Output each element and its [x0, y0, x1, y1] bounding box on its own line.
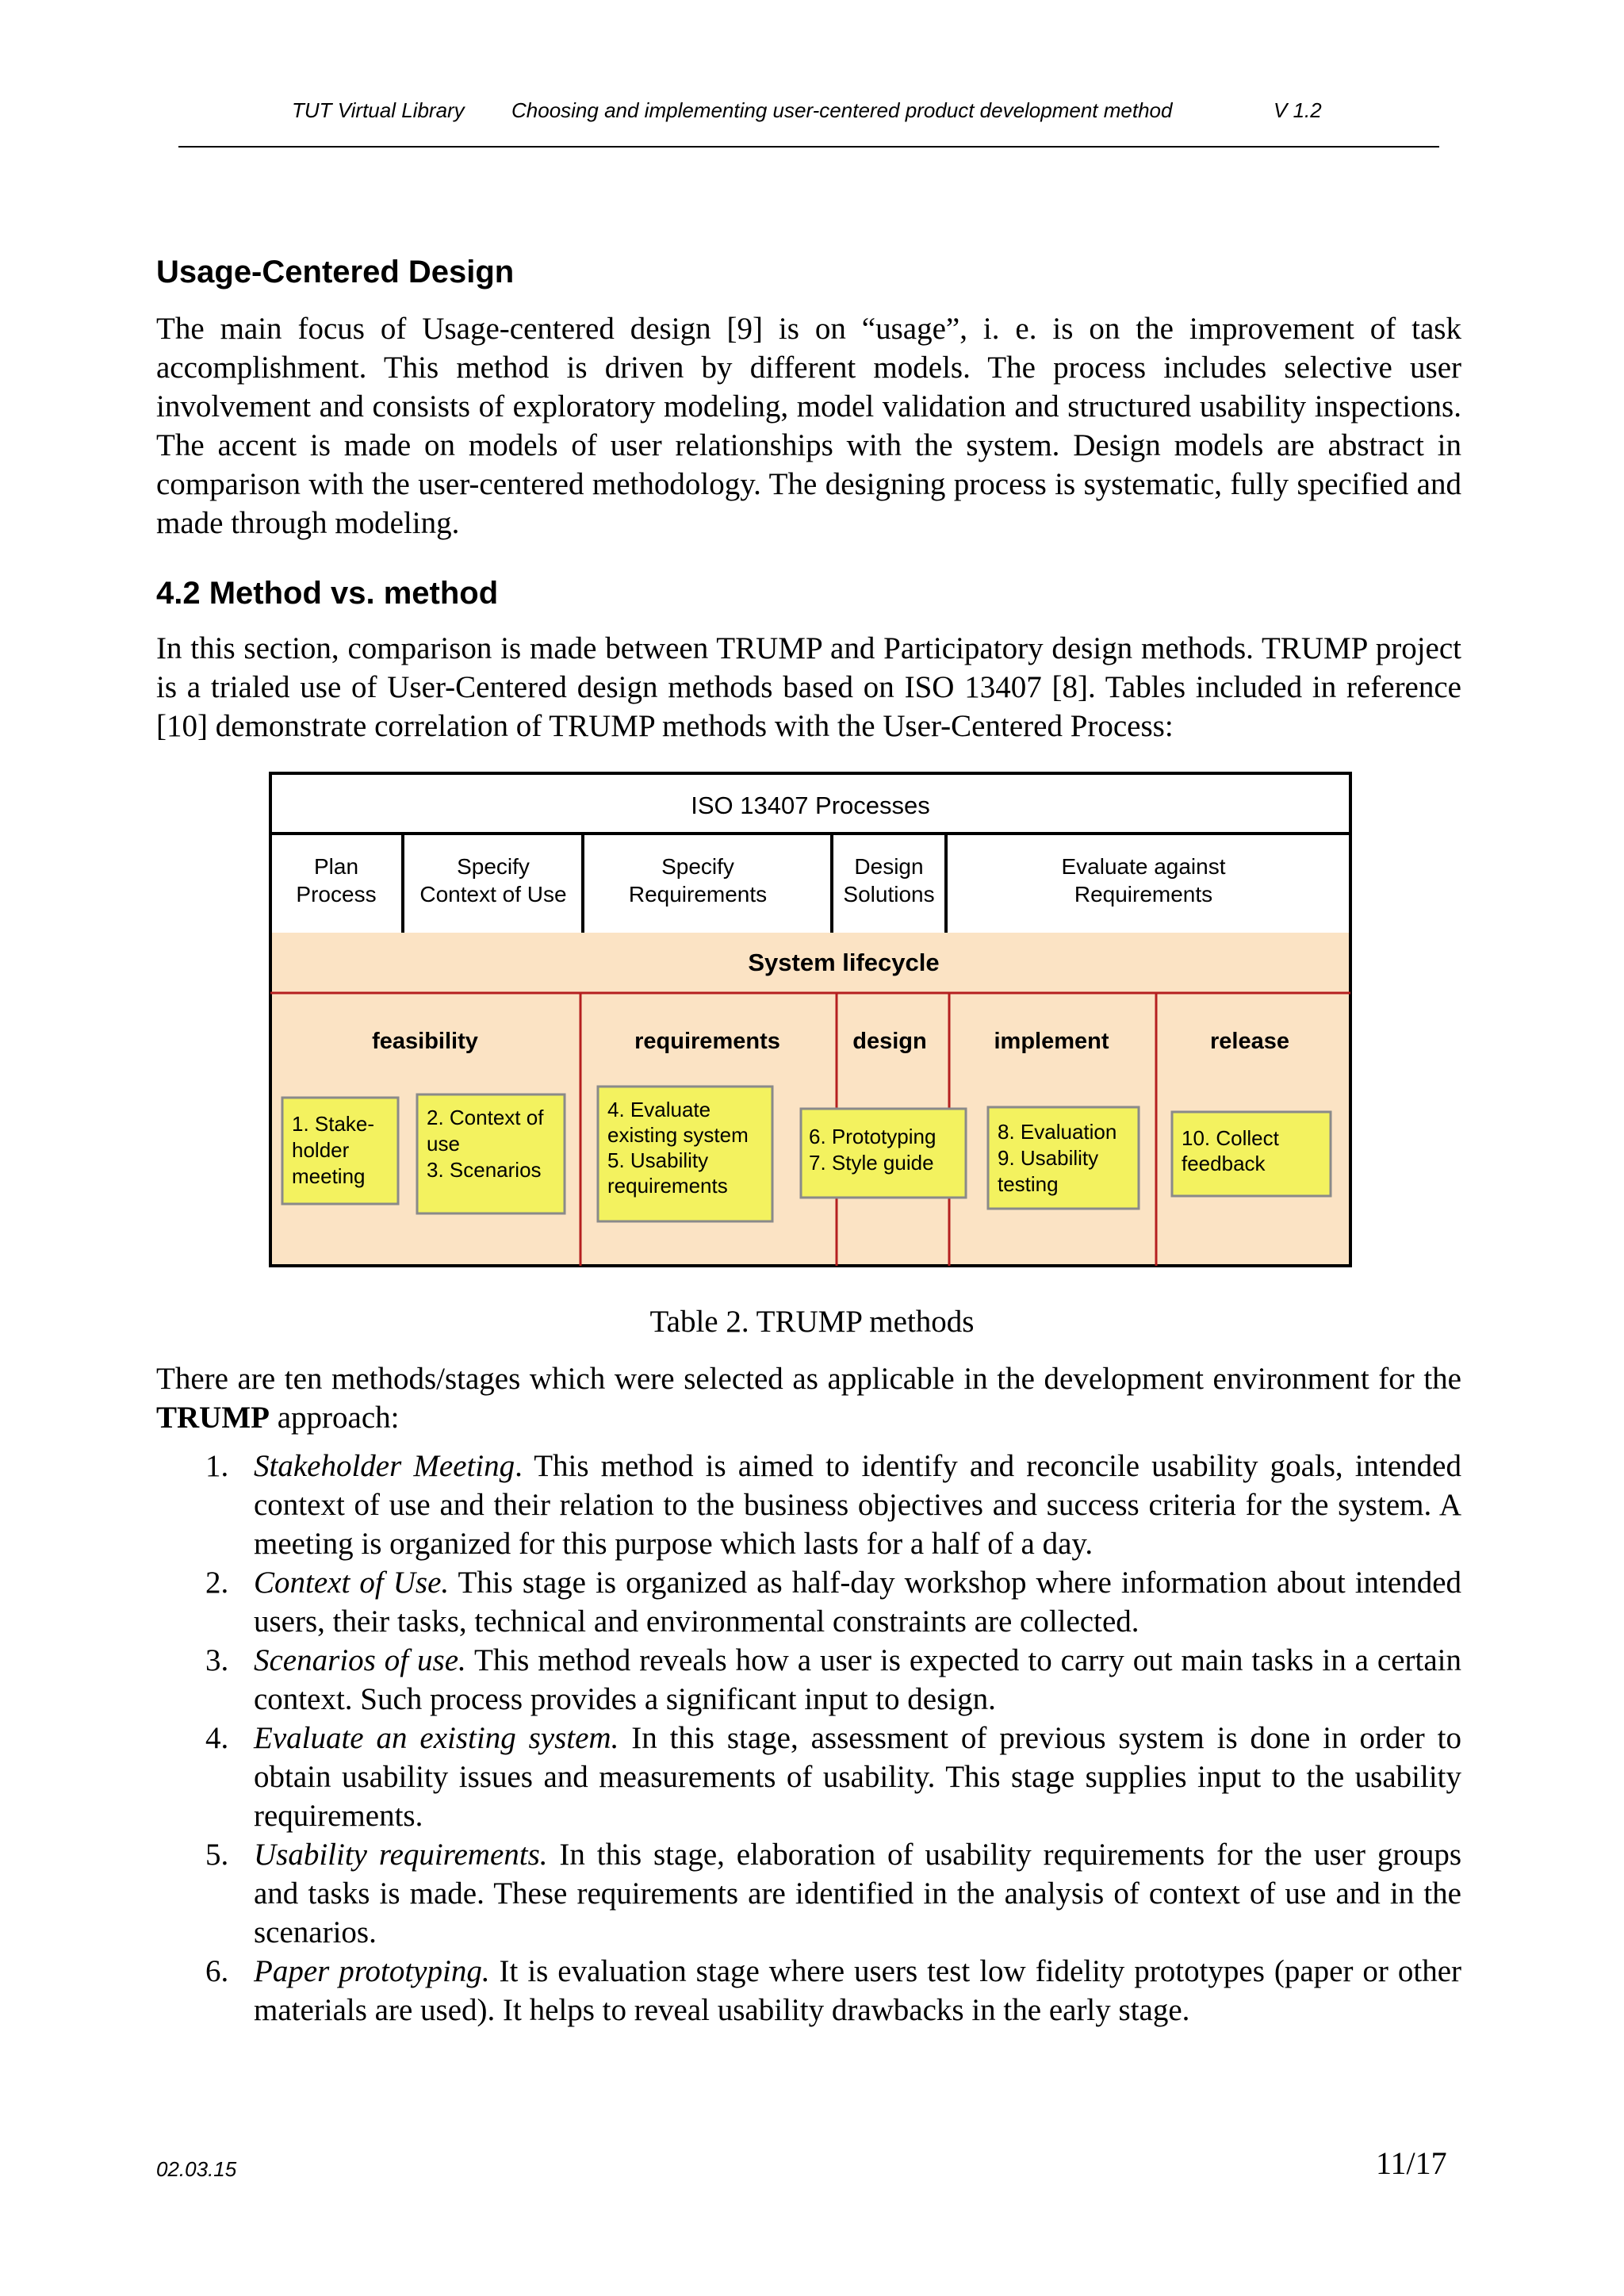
process-label: Design	[854, 854, 924, 879]
page-number: 11/17	[1376, 2145, 1447, 2181]
diagram-title: ISO 13407 Processes	[691, 792, 930, 819]
method-text: It is evaluation stage where users test low fidelity prototypes (paper or other materials are used). It helps to reveal usability drawbacks in the early stage.	[254, 1954, 1461, 2027]
method-box-line: 8. Evaluation	[998, 1120, 1117, 1144]
stage-feasibility: feasibility	[372, 1029, 478, 1054]
method-box-line: feedback	[1182, 1152, 1266, 1175]
list-number: 2.	[205, 1566, 229, 1600]
method-title: Stakeholder Meeting	[254, 1449, 515, 1483]
process-label: Context of Use	[419, 882, 567, 907]
method-text: This method reveals how a user is expected to carry out main tasks in a certain context. Such process provides a significant input to design.	[254, 1643, 1461, 1716]
lifecycle-title: System lifecycle	[748, 949, 940, 976]
list-number: 3.	[205, 1643, 229, 1677]
list-item	[156, 1719, 1461, 1835]
method-box-line: 2. Context of	[427, 1106, 544, 1129]
method-box-line: 4. Evaluate	[607, 1098, 711, 1121]
method-title: Evaluate an existing system.	[254, 1721, 619, 1755]
section-heading-usage-centered: Usage-Centered Design	[156, 255, 515, 289]
method-box-line: 7. Style guide	[809, 1151, 934, 1175]
stage-requirements: requirements	[634, 1029, 780, 1054]
method-box-line: requirements	[607, 1174, 728, 1198]
list-item	[156, 1563, 1461, 1641]
intro-trump: TRUMP	[156, 1401, 270, 1435]
process-label: Evaluate against	[1061, 854, 1226, 879]
method-box-line: holder	[292, 1138, 350, 1162]
method-text: In this stage, elaboration of usability requirements for the user groups and tasks is made. These requirements are identified in the analysis of context of use and in the scenarios.	[254, 1838, 1461, 1949]
list-number: 4.	[205, 1721, 229, 1755]
method-box-line: existing system	[607, 1123, 749, 1147]
footer-date: 02.03.15	[156, 2157, 237, 2181]
list-number: 1.	[205, 1449, 229, 1483]
method-box-line: 1. Stake-	[292, 1112, 375, 1136]
stage-implement: implement	[994, 1029, 1109, 1054]
header-rule	[178, 146, 1439, 148]
method-text: In this stage, assessment of previous system is done in order to obtain usability issues and measurements of usability. This stage supplies input to the usability requirements.	[254, 1721, 1461, 1833]
header-version: V 1.2	[1274, 98, 1322, 122]
method-title: Context of Use.	[254, 1566, 450, 1600]
paragraph-text: The main focus of Usage-centered design [9] is on “usage”, i. e. is on the improvement of task accomplishment. This method is driven by different models. The process includes selective user involvement and consists of exploratory modeling, model validation and structured usability inspections. The accent is made on models of user relationships with the system. Design models are abstract in comparison with the user-centered methodology. The designing process is systematic, fully specified and made through modeling.	[156, 312, 1461, 540]
process-label: Plan	[313, 854, 359, 879]
method-box-line: use	[427, 1132, 460, 1156]
process-label: Specify	[457, 854, 530, 879]
list-number: 5.	[205, 1838, 229, 1872]
intro-text	[156, 1359, 1461, 1437]
method-title: Scenarios of use.	[254, 1643, 466, 1677]
methods-intro	[156, 1359, 1461, 1437]
process-label: Specify	[661, 854, 734, 879]
method-title: Paper prototyping.	[254, 1954, 490, 1988]
process-label: Requirements	[1074, 882, 1213, 907]
intro-text-before: There are ten methods/stages which were selected as applicable in the development environment for the	[156, 1362, 1461, 1396]
intro-text-after: approach:	[269, 1401, 400, 1435]
list-number: 6.	[205, 1954, 229, 1988]
method-box-line: testing	[998, 1172, 1059, 1196]
method-title: Usability requirements.	[254, 1838, 548, 1872]
process-label: Process	[296, 882, 377, 907]
stage-release: release	[1210, 1029, 1289, 1054]
list-item	[156, 1447, 1461, 1563]
section-heading-method-vs-method: 4.2 Method vs. method	[156, 576, 499, 611]
list-item	[156, 1835, 1461, 1952]
paragraph-text: In this section, comparison is made between TRUMP and Participatory design methods. TRUMP project is a trialed use of User-Centered design methods based on ISO 13407 [8]. Tables included in reference [10] demonstrate correlation of TRUMP methods with the User-Centered Process:	[156, 631, 1461, 743]
trump-methods-diagram	[268, 771, 1353, 1269]
process-label: Requirements	[628, 882, 768, 907]
method-text: . This method is aimed to identify and reconcile usability goals, intended context of use and their relation to the business objectives and success criteria for the system. A meeting is organized for this purpose which lasts for a half of a day.	[254, 1449, 1461, 1561]
header-title: Choosing and implementing user-centered product development method	[511, 98, 1173, 122]
header-library: TUT Virtual Library	[292, 98, 465, 122]
process-label: Solutions	[843, 882, 935, 907]
method-box-line: 6. Prototyping	[809, 1125, 936, 1148]
methods-list	[156, 1447, 1461, 2030]
list-item	[156, 1641, 1461, 1719]
list-item	[156, 1952, 1461, 2030]
method-text: This stage is organized as half-day workshop where information about intended users, their tasks, technical and environmental constraints are collected.	[254, 1566, 1462, 1639]
stage-design: design	[852, 1029, 927, 1054]
method-vs-method-paragraph	[156, 629, 1461, 746]
method-box-line: 5. Usability	[607, 1148, 709, 1172]
method-box-line: 9. Usability	[998, 1146, 1099, 1170]
method-box-line: 3. Scenarios	[427, 1158, 542, 1182]
method-box-line: 10. Collect	[1182, 1126, 1279, 1150]
usage-centered-paragraph	[156, 309, 1461, 542]
method-box-line: meeting	[292, 1164, 366, 1188]
table-caption: Table 2. TRUMP methods	[649, 1305, 975, 1339]
